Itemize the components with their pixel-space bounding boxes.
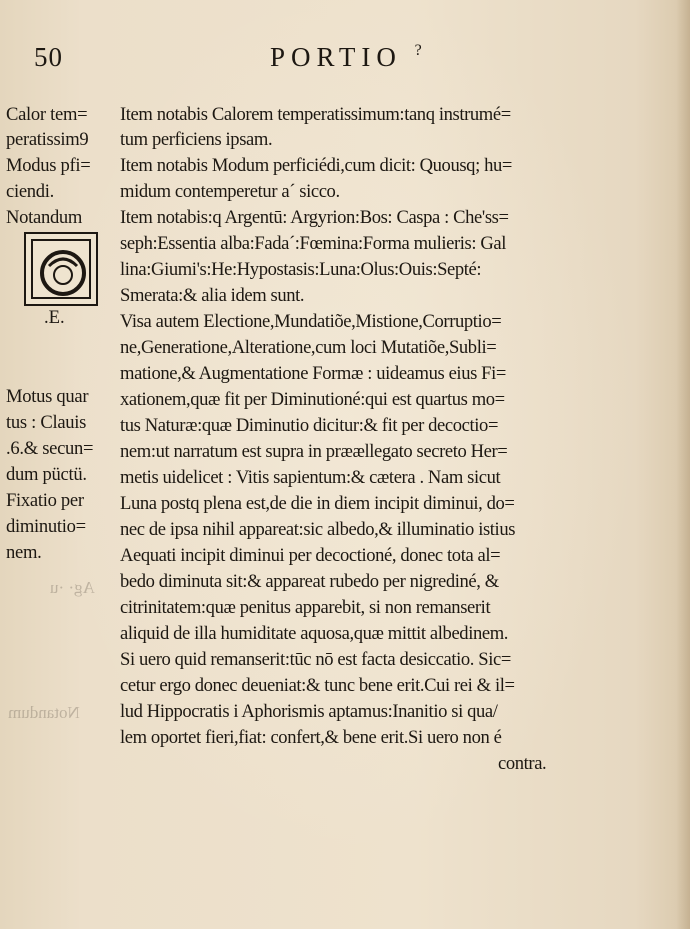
text-line: Luna postq plena est,de die in diem incipit diminui, do=: [120, 493, 515, 514]
margin-note-line: Modus pfi=: [6, 155, 91, 176]
text-line-final: contra.: [498, 753, 547, 774]
page-number: 50: [34, 42, 63, 72]
text-line: tus Naturæ:quæ Diminutio dicitur:& fit per decoctio=: [120, 415, 499, 436]
text-line: Aequati incipit diminui per decoctioné, donec tota al=: [120, 545, 501, 566]
alchemical-symbol-woodcut: [24, 232, 98, 306]
text-line: xationem,quæ fit per Diminutioné:qui est quartus mo=: [120, 389, 505, 410]
margin-note-line: peratissim9: [6, 129, 89, 150]
margin-note-line: diminutio=: [6, 516, 86, 537]
text-line: cetur ergo donec deueniat:& tunc bene erit.Cui rei & il=: [120, 675, 515, 696]
text-line: nec de ipsa nihil appareat:sic albedo,& illuminatio istius: [120, 519, 516, 540]
text-line: bedo diminuta sit:& appareat rubedo per nigrediné, &: [120, 571, 499, 592]
margin-note-line: Notandum: [6, 207, 83, 228]
running-title-mark: ?: [414, 42, 422, 59]
show-through-text: Notandum: [8, 703, 80, 722]
margin-note-line: tus : Clauis: [6, 412, 87, 433]
text-line: matione,& Augmentatione Formæ : uideamus eius Fi=: [120, 363, 506, 384]
margin-note-line: Fixatio per: [6, 490, 84, 511]
text-line: ne,Generatione,Alteratione,cum loci Mutatiõe,Subli=: [120, 337, 497, 358]
margin-note-line: ciendi.: [6, 181, 54, 202]
running-title-text: PORTIO: [270, 42, 402, 72]
show-through-text: Ag· ·u: [50, 578, 95, 597]
margin-note-line: nem.: [6, 542, 42, 563]
margin-note-line: Motus quar: [6, 386, 89, 407]
text-line: lina:Giumi's:He:Hypostasis:Luna:Olus:Ouis:Septé:: [120, 259, 482, 280]
margin-note-line: .6.& secun=: [6, 438, 94, 459]
text-line: tum perficiens ipsam.: [120, 129, 273, 150]
moon-symbol-icon: [26, 234, 100, 308]
running-title: [270, 42, 422, 73]
page-edge-shadow: [676, 0, 690, 929]
text-line: midum contemperetur a´ sicco.: [120, 181, 340, 202]
text-line: metis uidelicet : Vitis sapientum:& cætera . Nam sicut: [120, 467, 501, 488]
margin-note-line: Calor tem=: [6, 104, 88, 125]
margin-note-line: dum püctü.: [6, 464, 87, 485]
text-line: lem oportet fieri,fiat: confert,& bene erit.Si uero non é: [120, 727, 502, 748]
text-line: seph:Essentia alba:Fada´:Fœmina:Forma mulieris: Gal: [120, 233, 507, 254]
text-line: nem:ut narratum est supra in præællegato secreto Her=: [120, 441, 508, 462]
text-line: Visa autem Electione,Mundatiõe,Mistione,Corruptio=: [120, 311, 502, 332]
symbol-caption: .E.: [44, 307, 65, 328]
text-line: citrinitatem:quæ penitus apparebit, si non remanserit: [120, 597, 491, 618]
text-line: Item notabis Calorem temperatissimum:tanq instrumé=: [120, 104, 511, 125]
text-line: Smerata:& alia idem sunt.: [120, 285, 305, 306]
text-line: Si uero quid remanserit:tūc nō est facta desiccatio. Sic=: [120, 649, 511, 670]
text-line: aliquid de illa humiditate aquosa,quæ mittit albedinem.: [120, 623, 509, 644]
text-line: Item notabis Modum perficiédi,cum dicit: Quousq; hu=: [120, 155, 512, 176]
text-line: lud Hippocratis i Aphorismis aptamus:Inanitio si qua/: [120, 701, 498, 722]
text-line: Item notabis:q Argentū: Argyrion:Bos: Caspa : Che'ss=: [120, 207, 509, 228]
